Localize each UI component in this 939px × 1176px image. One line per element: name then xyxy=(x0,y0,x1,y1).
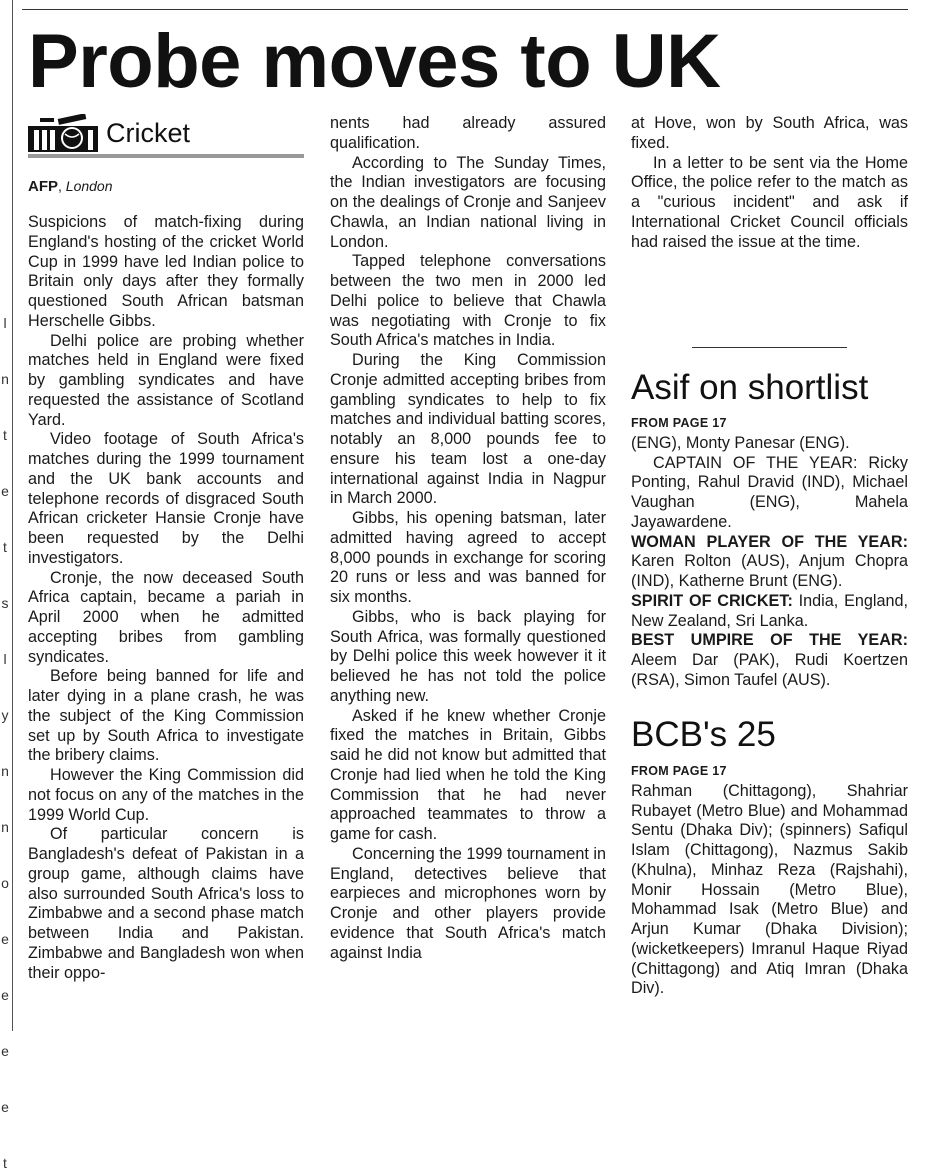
page-gutter-line xyxy=(12,0,13,1031)
paragraph: During the King Commission Cronje admitted accepting bribes from gambling syndicates to help to fix matches and individual batting scores, notably an 8,000 pounds fee to ensure his team lost a one-day international against India in Nagpur in March 2000. xyxy=(330,351,606,508)
byline-place: London xyxy=(65,178,113,194)
asif-story xyxy=(631,414,908,691)
edge-fragment: o xyxy=(1,875,9,891)
asif-spirit xyxy=(631,592,908,632)
paragraph: nents had already assured qualification. xyxy=(330,114,606,152)
edge-fragment: n xyxy=(1,371,9,387)
edge-fragment: s xyxy=(1,595,9,611)
asif-captain: CAPTAIN OF THE YEAR: Ricky Ponting, Rahul Dravid (IND), Michael Vaughan (ENG), Mahela Jayawardene. xyxy=(631,453,908,531)
headline: Probe moves to UK xyxy=(28,19,721,104)
bcb-headline: BCB's 25 xyxy=(631,715,776,754)
paragraph: Delhi police are probing whether matches held in England were fixed by gambling syndicates and have requested the assistance of Scotland Yard. xyxy=(28,331,304,429)
paragraph: Before being banned for life and later dying in a plane crash, he was the subject of the King Commission set up by South Africa to investigate the bribery claims. xyxy=(28,667,304,765)
bcb-from-page: FROM PAGE 17 xyxy=(631,764,727,778)
edge-fragment: e xyxy=(1,931,9,947)
paragraph: Concerning the 1999 tournament in England, detectives believe that earpieces and microphones worn by Cronje and other players provide evidence that South Africa's match against India xyxy=(330,844,606,962)
paragraph: Of particular concern is Bangladesh's defeat of Pakistan in a group game, although claims have also surrounded South Africa's loss to Zimbabwe and a second phase match between India and Pakistan. Zimbabwe and Bangladesh won when their oppo- xyxy=(28,825,304,982)
story-divider xyxy=(692,347,847,348)
edge-fragment: t xyxy=(3,539,7,555)
edge-fragment: n xyxy=(1,819,9,835)
paragraph: Suspicions of match-fixing during England's hosting of the cricket World Cup in 1999 have led Indian police to Britain only days after they formally questioned South African batsman Herschelle Gibbs. xyxy=(28,213,304,330)
section-tag xyxy=(28,112,304,158)
asif-woman xyxy=(631,533,908,592)
story-column-2 xyxy=(330,114,606,963)
edge-fragment: t xyxy=(3,1155,7,1171)
story-column-3 xyxy=(631,114,908,252)
edge-fragment: e xyxy=(1,1099,9,1115)
asif-from-page: FROM PAGE 17 xyxy=(631,416,727,430)
story-column-1 xyxy=(28,213,304,983)
woman-text: Karen Rolton (AUS), Anjum Chopra (IND), Katherne Brunt (ENG). xyxy=(631,552,908,590)
paragraph: In a letter to be sent via the Home Office, the police refer to the match as a "curious incident" and ask if International Cricket Council officials had raised the issue at the time. xyxy=(631,153,908,251)
paragraph: Asked if he knew whether Cronje fixed the matches in Britain, Gibbs said he did not know but admitted that Cronje had lied when he told the King Commission that he had never approached teammates to throw a game for cash. xyxy=(330,706,606,843)
paragraph: Cronje, the now deceased South Africa captain, became a pariah in April 2000 when he admitted accepting bribes from gambling syndicates. xyxy=(28,568,304,666)
edge-fragment: l xyxy=(3,315,7,331)
byline: AFP, London xyxy=(28,178,113,195)
cricket-icon xyxy=(28,114,100,154)
edge-fragment: y xyxy=(1,707,9,723)
paragraph: at Hove, won by South Africa, was fixed. xyxy=(631,114,908,152)
section-label: Cricket xyxy=(106,118,191,148)
paragraph: Gibbs, his opening batsman, later admitted having agreed to accept 8,000 pounds in exchange for scoring 20 runs or less and was banned for six months. xyxy=(330,509,606,606)
asif-lead: (ENG), Monty Panesar (ENG). xyxy=(631,433,850,452)
spirit-label: SPIRIT OF CRICKET: xyxy=(631,591,793,610)
paragraph: Gibbs, who is back playing for South Africa, was formally questioned by Delhi police this week however it it believed he has not told the police anything new. xyxy=(330,607,606,705)
paragraph: Tapped telephone conversations between the two men in 2000 led Delhi police to believe that Chawla was negotiating with Cronje to fix South Africa's matches in India. xyxy=(330,252,606,350)
edge-fragment: e xyxy=(1,1043,9,1059)
umpire-label: BEST UMPIRE OF THE YEAR: xyxy=(631,631,908,650)
byline-source: AFP xyxy=(28,178,58,195)
asif-umpire xyxy=(631,631,908,690)
edge-fragment: e xyxy=(1,987,9,1003)
edge-fragment: t xyxy=(3,427,7,443)
spirit-text: India, England, New Zealand, Sri Lanka. xyxy=(631,591,908,630)
paragraph: However the King Commission did not focus on any of the matches in the 1999 World Cup. xyxy=(28,766,304,824)
woman-label: WOMAN PLAYER OF THE YEAR: xyxy=(631,532,908,551)
bcb-text: Rahman (Chittagong), Shahriar Rubayet (Metro Blue) and Mohammad Sentu (Dhaka Div); (spinners) Safiqul Islam (Chittagong), Nazmus Sakib (Khulna), Minhaz Reza (Rajshahi), Monir Hossain (Metro Blue), Mohammad Isak (Metro Blue) and Arjun Kumar (Dhaka Division); (wicketkeepers) Imranul Haque Riyad (Chittagong) and Atiq Imran (Dhaka Div). xyxy=(631,781,908,998)
edge-fragment: n xyxy=(1,763,9,779)
asif-headline: Asif on shortlist xyxy=(631,368,869,407)
umpire-text: Aleem Dar (PAK), Rudi Koertzen (RSA), Simon Taufel (AUS). xyxy=(631,651,908,689)
top-rule xyxy=(22,9,908,10)
bcb-story xyxy=(631,762,908,999)
section-underline xyxy=(28,154,304,158)
paragraph: Video footage of South Africa's matches during the 1999 tournament and the UK bank accounts and telephone records of disgraced South African cricketer Hansie Cronje have been requested by the Delhi investigators. xyxy=(28,430,304,567)
adjacent-column-fragments xyxy=(0,60,10,1176)
edge-fragment: l xyxy=(3,651,7,667)
edge-fragment: e xyxy=(1,483,9,499)
paragraph: According to The Sunday Times, the Indian investigators are focusing on the dealings of Cronje and Sanjeev Chawla, an Indian national living in London. xyxy=(330,153,606,251)
